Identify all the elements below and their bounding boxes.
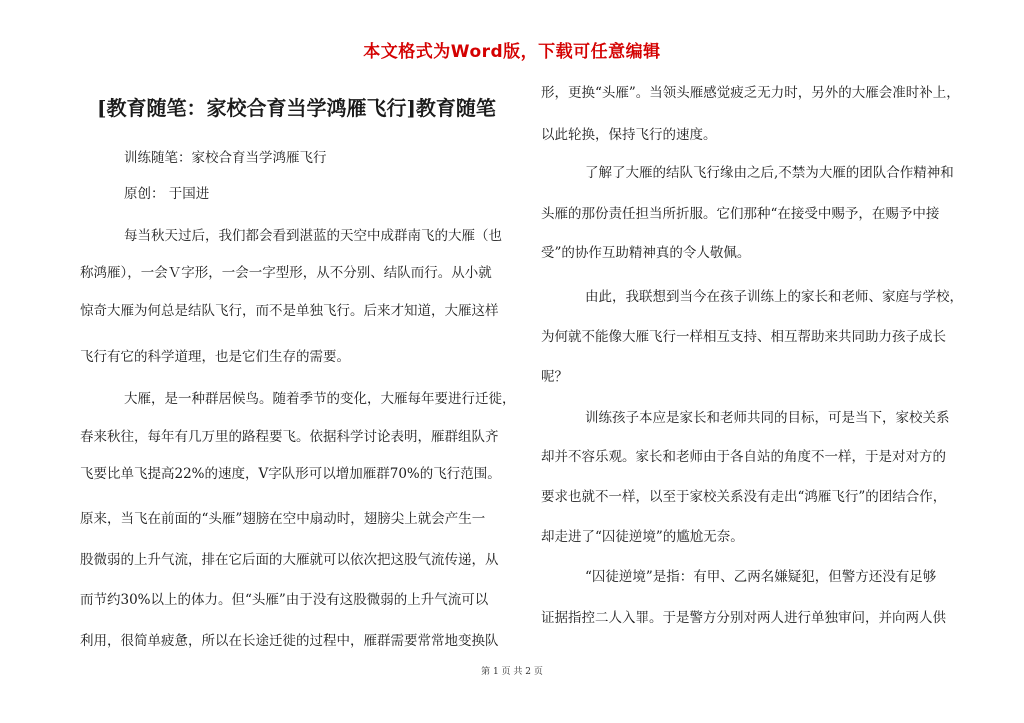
left-column-line: 股微弱的上升气流，排在它后面的大雁就可以依次把这股气流传递，从: [80, 552, 499, 568]
left-column-line: 大雁，是一种群居候鸟。随着季节的变化，大雁每年要进行迁徙，: [124, 391, 516, 407]
right-column-line: 头雁的那份责任担当所折服。它们那种“在接受中赐予，在赐予中接: [541, 206, 940, 222]
right-column-line: 形，更换“头雁”。当领头雁感觉疲乏无力时，另外的大雁会准时补上，: [541, 85, 960, 101]
word-format-banner: 本文格式为Word版，下载可任意编辑: [363, 42, 661, 62]
left-column-line: 飞行有它的科学道理，也是它们生存的需要。: [80, 349, 350, 365]
left-column-line: 春来秋往，每年有几万里的路程要飞。依据科学讨论表明，雁群组队齐: [80, 429, 499, 445]
right-column-line: 由此，我联想到当今在孩子训练上的家长和老师、家庭与学校，: [585, 289, 963, 305]
right-column-line: 却并不容乐观。家长和老师由于各自站的角度不一样，于是对对方的: [541, 449, 946, 465]
left-column-line: 飞要比单飞提高22%的速度，V字队形可以增加雁群70%的飞行范围。: [80, 466, 501, 482]
right-column-line: 要求也就不一样，以至于家校关系没有走出“鸿雁飞行”的团结合作，: [541, 489, 947, 505]
page-footer: 第 1 页 共 2 页: [481, 667, 543, 677]
right-column-line: 以此轮换，保持飞行的速度。: [541, 127, 717, 143]
left-column-line: 惊奇大雁为何总是结队飞行，而不是单独飞行。后来才知道，大雁这样: [80, 303, 499, 319]
document-title: [教育随笔：家校合育当学鸿雁飞行]教育随笔: [97, 96, 496, 120]
right-column-line: “囚徒逆境”是指：有甲、乙两名嫌疑犯，但警方还没有足够: [585, 569, 937, 585]
right-column-line: 却走进了“囚徒逆境”的尴尬无奈。: [541, 529, 744, 545]
right-column-line: 为何就不能像大雁飞行一样相互支持、相互帮助来共同助力孩子成长: [541, 329, 946, 345]
right-column-line: 了解了大雁的结队飞行缘由之后,不禁为大雁的团队合作精神和: [585, 165, 954, 181]
left-column-line: 每当秋天过后，我们都会看到湛蓝的天空中成群南飞的大雁（也: [124, 228, 502, 244]
left-column-line: 原创： 于国进: [124, 186, 210, 202]
left-column-line: 利用，很简单疲惫，所以在长途迁徙的过程中，雁群需要常常地变换队: [80, 633, 499, 649]
left-column-line: 而节约30%以上的体力。但“头雁”由于没有这股微弱的上升气流可以: [80, 592, 489, 608]
left-column-line: 训练随笔：家校合育当学鸿雁飞行: [124, 150, 327, 166]
right-column-line: 呢？: [541, 369, 568, 385]
right-column-line: 受”的协作互助精神真的令人敬佩。: [541, 245, 751, 261]
right-column-line: 证据指控二人入罪。于是警方分别对两人进行单独审问，并向两人供: [541, 610, 946, 626]
left-column-line: 原来，当飞在前面的“头雁”翅膀在空中扇动时，翅膀尖上就会产生一: [80, 511, 486, 527]
left-column-line: 称鸿雁），一会Ｖ字形，一会一字型形，从不分别、结队而行。从小就: [80, 265, 492, 281]
right-column-line: 训练孩子本应是家长和老师共同的目标，可是当下，家校关系: [585, 410, 950, 426]
